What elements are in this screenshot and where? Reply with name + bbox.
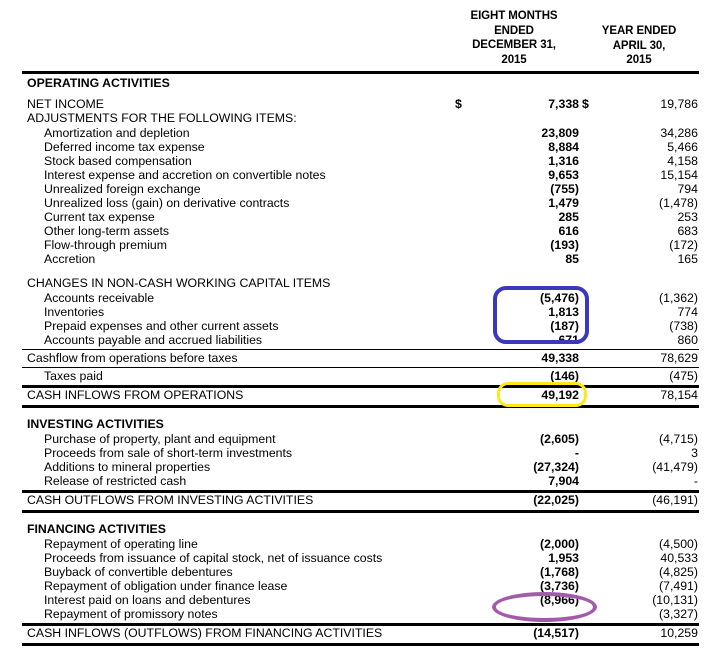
value-year-ended: 19,786 <box>660 97 698 111</box>
row-proceeds-short-term-investments <box>0 446 707 461</box>
row-amortization-and-depletion <box>0 126 707 141</box>
row-label: Proceeds from issuance of capital stock, net of issuance costs <box>44 551 383 565</box>
row-proceeds-capital-stock <box>0 551 707 566</box>
subsection-title-working-capital: CHANGES IN NON-CASH WORKING CAPITAL ITEMS <box>27 276 331 290</box>
section-title-investing-activities: INVESTING ACTIVITIES <box>27 417 164 431</box>
row-label: CASH INFLOWS (OUTFLOWS) FROM FINANCING ACTIVITIES <box>27 626 383 640</box>
row-label: Amortization and depletion <box>44 126 190 140</box>
value-eight-months: (5,476) <box>540 291 579 305</box>
value-year-ended: (10,131) <box>652 593 698 607</box>
row-stock-based-compensation <box>0 154 707 169</box>
row-label: Accounts payable and accrued liabilities <box>44 333 263 347</box>
value-eight-months: 1,479 <box>548 196 579 210</box>
value-eight-months: 9,653 <box>548 168 579 182</box>
column-headers <box>0 4 707 70</box>
header-line: ENDED <box>494 24 534 37</box>
value-eight-months: (3,736) <box>540 579 579 593</box>
value-eight-months: 1,316 <box>548 154 579 168</box>
row-additions-mineral-properties <box>0 460 707 475</box>
header-line: 2015 <box>626 54 652 66</box>
row-section-investing-activities <box>0 417 707 432</box>
value-eight-months: (193) <box>550 238 579 252</box>
row-label: Current tax expense <box>44 210 155 224</box>
row-interest-expense-accretion <box>0 168 707 183</box>
value-year-ended: 78,629 <box>660 351 698 365</box>
value-year-ended: 774 <box>677 305 698 319</box>
row-section-financing-activities <box>0 522 707 537</box>
value-eight-months: 85 <box>565 252 579 266</box>
row-flow-through-premium <box>0 238 707 253</box>
value-year-ended: 15,154 <box>660 168 698 182</box>
row-purchase-ppe <box>0 432 707 447</box>
row-net-income <box>0 97 707 112</box>
row-cashflow-before-taxes <box>0 351 707 366</box>
value-eight-months: 285 <box>558 210 579 224</box>
row-accounts-payable <box>0 333 707 348</box>
value-eight-months: 7,904 <box>548 474 579 488</box>
column-header-year-ended <box>578 24 700 68</box>
row-label: Unrealized loss (gain) on derivative contracts <box>44 196 290 210</box>
row-working-capital-heading <box>0 276 707 291</box>
value-year-ended: (1,478) <box>659 196 698 210</box>
row-current-tax-expense <box>0 210 707 225</box>
row-label: Purchase of property, plant and equipment <box>44 432 276 446</box>
header-line: APRIL 30, <box>612 39 666 52</box>
column-header-eight-months-ended <box>450 9 578 67</box>
value-eight-months: (2,000) <box>540 537 579 551</box>
row-label: Deferred income tax expense <box>44 140 205 154</box>
value-year-ended: - <box>693 474 698 488</box>
value-eight-months: 671 <box>558 333 579 347</box>
row-buyback-convertible-debentures <box>0 565 707 580</box>
header-line: DECEMBER 31, <box>472 39 556 51</box>
row-taxes-paid <box>0 369 707 384</box>
value-year-ended: 5,466 <box>667 140 698 154</box>
value-eight-months: (22,025) <box>533 493 579 507</box>
header-line: EIGHT MONTHS <box>470 10 558 22</box>
row-label: Unrealized foreign exchange <box>44 182 201 196</box>
row-label: Interest expense and accretion on convertible notes <box>44 168 326 182</box>
value-eight-months: (146) <box>550 369 579 383</box>
row-label: Interest paid on loans and debentures <box>44 593 251 607</box>
row-release-restricted-cash <box>0 474 707 489</box>
row-label: Stock based compensation <box>44 154 192 168</box>
section-title-financing-activities: FINANCING ACTIVITIES <box>27 522 166 536</box>
row-label: Prepaid expenses and other current assets <box>44 319 279 333</box>
value-eight-months: 23,809 <box>541 126 579 140</box>
row-cash-inflows-from-operations <box>0 388 707 403</box>
row-cash-inflows-outflows-financing <box>0 626 707 641</box>
value-eight-months: (14,517) <box>533 626 579 640</box>
value-year-ended: (475) <box>669 369 698 383</box>
value-year-ended: (4,825) <box>659 565 698 579</box>
row-label: Flow-through premium <box>44 238 168 252</box>
subsection-title-adjustments: ADJUSTMENTS FOR THE FOLLOWING ITEMS: <box>27 111 297 125</box>
row-label: Buyback of convertible debentures <box>44 565 233 579</box>
value-eight-months: 616 <box>558 224 579 238</box>
row-label: Inventories <box>44 305 105 319</box>
row-deferred-income-tax-expense <box>0 140 707 155</box>
header-line: 2015 <box>501 53 527 66</box>
row-adjustments-heading <box>0 111 707 126</box>
header-line: YEAR ENDED <box>601 25 677 37</box>
value-year-ended: (41,479) <box>652 460 698 474</box>
value-year-ended: 40,533 <box>660 551 698 565</box>
value-year-ended: (4,500) <box>659 537 698 551</box>
value-eight-months: (187) <box>550 319 579 333</box>
row-repayment-operating-line <box>0 537 707 552</box>
row-repayment-finance-lease <box>0 579 707 594</box>
value-eight-months: 1,953 <box>548 551 579 565</box>
row-label: CASH OUTFLOWS FROM INVESTING ACTIVITIES <box>27 493 314 507</box>
row-accounts-receivable <box>0 291 707 306</box>
row-inventories <box>0 305 707 320</box>
rule-below-header <box>22 71 699 74</box>
currency-symbol-c1: $ <box>455 97 462 111</box>
value-eight-months: 49,338 <box>541 351 579 365</box>
row-prepaid-expenses <box>0 319 707 334</box>
value-eight-months: - <box>574 446 579 460</box>
value-eight-months: (755) <box>550 182 579 196</box>
value-year-ended: 860 <box>677 333 698 347</box>
value-eight-months: 49,192 <box>541 388 579 402</box>
value-eight-months: (27,324) <box>533 460 579 474</box>
row-label: Proceeds from sale of short-term investments <box>44 446 293 460</box>
row-label: Cashflow from operations before taxes <box>27 351 238 365</box>
row-label: Additions to mineral properties <box>44 460 211 474</box>
value-eight-months: 7,338 <box>548 97 579 111</box>
value-year-ended: 4,158 <box>667 154 698 168</box>
value-eight-months: (1,768) <box>540 565 579 579</box>
value-year-ended: 78,154 <box>660 388 698 402</box>
value-year-ended: 794 <box>677 182 698 196</box>
row-cash-outflows-from-investing <box>0 493 707 508</box>
rule-below-cash-outflows-investing <box>22 510 699 513</box>
row-label: Accounts receivable <box>44 291 155 305</box>
value-eight-months: (8,966) <box>540 593 579 607</box>
row-other-long-term-assets <box>0 224 707 239</box>
row-label: Repayment of operating line <box>44 537 198 551</box>
rule-below-cash-financing <box>22 643 699 646</box>
value-year-ended: 683 <box>677 224 698 238</box>
row-label: Other long-term assets <box>44 224 170 238</box>
row-label: CASH INFLOWS FROM OPERATIONS <box>27 388 244 402</box>
value-year-ended: 165 <box>677 252 698 266</box>
value-year-ended: (3,327) <box>659 607 698 621</box>
row-unrealized-foreign-exchange <box>0 182 707 197</box>
value-year-ended: 3 <box>691 446 698 460</box>
row-unrealized-derivative-contracts <box>0 196 707 211</box>
value-year-ended: (46,191) <box>652 493 698 507</box>
row-accretion <box>0 252 707 267</box>
value-year-ended: 34,286 <box>660 126 698 140</box>
value-eight-months: 1,813 <box>548 305 579 319</box>
row-label: Accretion <box>44 252 96 266</box>
row-label: Taxes paid <box>44 369 103 383</box>
row-section-operating-activities <box>0 76 707 91</box>
value-year-ended: (7,491) <box>659 579 698 593</box>
section-title-operating-activities: OPERATING ACTIVITIES <box>27 76 170 90</box>
row-label: Repayment of promissory notes <box>44 607 218 621</box>
value-year-ended: (172) <box>669 238 698 252</box>
value-year-ended: (1,362) <box>659 291 698 305</box>
value-year-ended: (738) <box>669 319 698 333</box>
row-repayment-promissory-notes <box>0 607 707 622</box>
row-label: NET INCOME <box>27 97 104 111</box>
value-year-ended: (4,715) <box>659 432 698 446</box>
currency-symbol-c2: $ <box>582 97 589 111</box>
rule-below-cash-inflows-operations <box>22 405 699 408</box>
value-year-ended: 253 <box>677 210 698 224</box>
value-year-ended: 10,259 <box>660 626 698 640</box>
row-interest-paid-loans-debentures <box>0 593 707 608</box>
value-eight-months: 8,884 <box>548 140 579 154</box>
row-label: Release of restricted cash <box>44 474 187 488</box>
value-eight-months: (2,605) <box>540 432 579 446</box>
row-label: Repayment of obligation under finance lease <box>44 579 288 593</box>
